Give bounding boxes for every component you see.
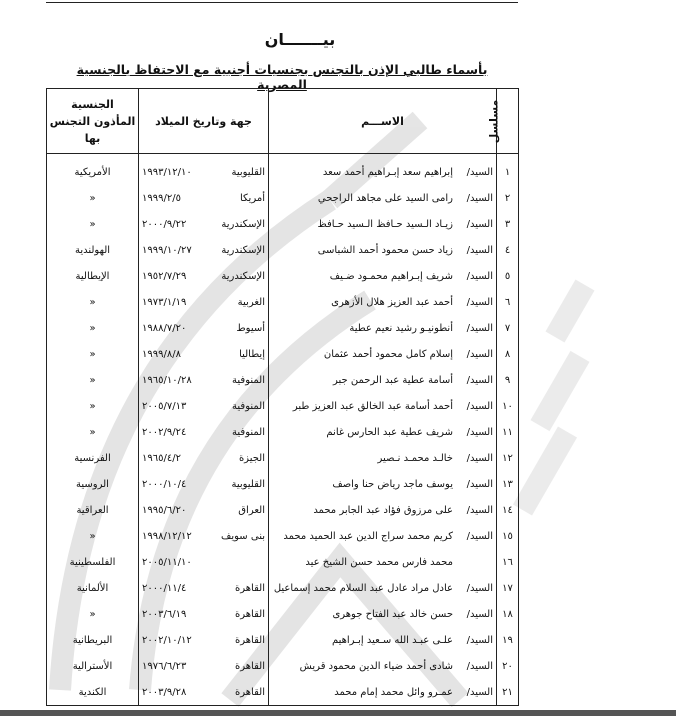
row-name: زيـاد الـسيد حـافظ الـسيد حـافظ [317,218,453,230]
row-prefix: السيد/ [466,660,493,672]
row-name: أحمد أسامة عبد الخالق عبد العزيز طبر [292,400,453,412]
row-birth-cell [139,601,269,627]
row-name: زياد حسن محمود أحمد الشباسى [317,244,453,256]
row-name: خالـد محمـد نـصير [377,452,453,464]
row-birth-date: ١٩٨٨/٧/٢٠ [142,322,187,334]
row-nationality: « [47,523,139,549]
row-prefix: السيد/ [466,582,493,594]
row-birth-date: ١٩٦٥/١٠/٢٨ [142,374,192,386]
document-title: بيـــــــان [264,30,336,49]
row-number: ٢ [497,185,519,211]
document-subtitle: بأسماء طالبي الإذن بالتجنس بجنسيات أجنبية مع الاحتفاظ بالجنسية المصرية [76,62,488,92]
row-name-cell [269,575,497,601]
row-name: شريف عطية عبد الحارس غانم [326,426,453,438]
row-name-cell [269,185,497,211]
row-prefix: السيد/ [466,478,493,490]
row-number: ٥ [497,263,519,289]
row-prefix: السيد/ [466,400,493,412]
row-name-cell [269,393,497,419]
row-birth-cell [139,367,269,393]
row-birth-cell [139,471,269,497]
row-nationality: الروسية [47,471,139,497]
row-birth-date: ٢٠٠٠/٩/٢٢ [142,218,187,230]
row-birth-date: ١٩٩٨/١٢/١٢ [142,530,192,542]
row-nationality: « [47,601,139,627]
row-birth-date: ١٩٩٩/٢/٥ [142,192,181,204]
table-row [47,497,519,523]
row-nationality: الأسترالية [47,653,139,679]
row-name-cell [269,154,497,186]
row-birth-place: الجيزة [238,452,265,464]
row-nationality: « [47,393,139,419]
row-number: ١٧ [497,575,519,601]
row-number: ١٦ [497,549,519,575]
row-number: ٧ [497,315,519,341]
table-row [47,154,519,186]
row-nationality: الهولندية [47,237,139,263]
row-name: شادى أحمد ضياء الدين محمود قريش [299,660,453,672]
row-prefix: السيد/ [466,218,493,230]
table-row [47,185,519,211]
row-name-cell [269,601,497,627]
row-name: علـى عبـد الله سـعيد إبـراهيم [331,634,453,646]
row-name: إبراهيم سعد إبـراهيم أحمد سعد [322,166,453,178]
row-nationality: « [47,211,139,237]
table-header-row [47,89,519,154]
row-birth-cell [139,185,269,211]
table-row [47,653,519,679]
row-birth-place: أسيوط [236,322,265,334]
row-birth-date: ٢٠٠٠/١١/٤ [142,582,187,594]
row-birth-place: القاهرة [235,660,265,672]
table-row [47,393,519,419]
row-name-cell [269,289,497,315]
row-number: ١٠ [497,393,519,419]
row-birth-place: العراق [238,504,265,516]
table-row [47,211,519,237]
row-name-cell [269,315,497,341]
table-row [47,549,519,575]
row-number: ١٨ [497,601,519,627]
row-name: إسلام كامل محمود أحمد عثمان [323,348,453,360]
row-birth-cell [139,575,269,601]
row-number: ١١ [497,419,519,445]
table-row [47,445,519,471]
row-birth-date: ١٩٩٩/٨/٨ [142,348,181,360]
row-birth-place: المنوفية [232,374,265,386]
row-birth-cell [139,497,269,523]
row-prefix: السيد/ [466,270,493,282]
row-number: ٢٠ [497,653,519,679]
table-body [47,154,519,706]
table-row [47,419,519,445]
row-birth-place: الإسكندرية [221,270,265,282]
row-name: شريف إبـراهيم محمـود ضـيف [329,270,453,282]
row-nationality: الفرنسية [47,445,139,471]
header-nationality: الجنسية المأذون التجنس بها [47,89,139,154]
top-rule [46,2,518,3]
row-name-cell [269,679,497,706]
row-birth-date: ٢٠٠٢/٩/٢٤ [142,426,187,438]
row-name: على مرزوق فؤاد عبد الجابر محمد [313,504,453,516]
row-birth-cell [139,627,269,653]
row-birth-place: الإسكندرية [221,244,265,256]
row-name-cell [269,497,497,523]
row-birth-cell [139,341,269,367]
row-nationality: الأمريكية [47,154,139,186]
table-row [47,237,519,263]
row-name-cell [269,237,497,263]
row-prefix: السيد/ [466,634,493,646]
row-birth-cell [139,653,269,679]
row-birth-cell [139,679,269,706]
table-row [47,315,519,341]
row-nationality: الإيطالية [47,263,139,289]
row-birth-cell [139,549,269,575]
row-number: ٣ [497,211,519,237]
row-prefix: السيد/ [466,296,493,308]
row-prefix: السيد/ [466,426,493,438]
row-name: أسامة عطية عبد الرحمن جبر [332,374,453,386]
table-row [47,367,519,393]
row-birth-date: ١٩٥٢/٧/٢٩ [142,270,187,282]
row-birth-date: ٢٠٠٠/١٠/٤ [142,478,187,490]
table-row [47,627,519,653]
row-birth-cell [139,315,269,341]
header-name: الاســـم [269,89,497,154]
row-name-cell [269,471,497,497]
row-prefix: السيد/ [466,166,493,178]
row-name-cell [269,341,497,367]
row-birth-date: ١٩٦٥/٤/٢ [142,452,181,464]
row-birth-place: القاهرة [235,582,265,594]
row-name-cell [269,549,497,575]
row-name-cell [269,367,497,393]
row-birth-cell [139,211,269,237]
table-row [47,679,519,706]
row-birth-place: الغربية [237,296,265,308]
row-birth-place: المنوفية [232,400,265,412]
row-prefix: السيد/ [466,608,493,620]
row-name-cell [269,653,497,679]
row-name: حسن خالد عبد الفتاح جوهرى [332,608,453,620]
row-nationality: « [47,341,139,367]
row-number: ١٩ [497,627,519,653]
row-nationality: العراقية [47,497,139,523]
row-birth-place: القاهرة [235,634,265,646]
row-birth-place: إيطاليا [239,348,265,360]
row-name: عادل مراد عادل عبد السلام محمد إسماعيل [273,582,453,594]
row-name-cell [269,627,497,653]
table-row [47,263,519,289]
row-birth-cell [139,419,269,445]
row-birth-cell [139,523,269,549]
row-birth-date: ٢٠٠٢/١٠/١٢ [142,634,192,646]
row-nationality: الألمانية [47,575,139,601]
row-birth-date: ١٩٩٥/٦/٢٠ [142,504,187,516]
row-birth-place: بنى سويف [221,530,265,542]
row-name-cell [269,445,497,471]
row-name: كريم محمد سراج الدين عبد الحميد محمد [283,530,453,542]
row-number: ١٥ [497,523,519,549]
row-birth-place: القليوبية [231,166,265,178]
row-nationality: « [47,185,139,211]
row-prefix: السيد/ [466,322,493,334]
row-prefix: السيد/ [466,348,493,360]
table-row [47,523,519,549]
row-number: ٨ [497,341,519,367]
row-name: أنطونيـو رشيد نعيم عطية [349,322,453,334]
row-birth-cell [139,237,269,263]
row-birth-place: القاهرة [235,686,265,698]
naturalization-table [46,88,519,706]
row-number: ١ [497,154,519,186]
row-nationality: « [47,367,139,393]
row-name: عمـرو وائل محمد إمام محمد [334,686,453,698]
header-birth: جهة وتاريخ الميلاد [139,89,269,154]
header-serial: مسلسل [497,89,519,154]
row-prefix: السيد/ [466,504,493,516]
table-row [47,341,519,367]
row-prefix: السيد/ [466,374,493,386]
row-name-cell [269,419,497,445]
row-name-cell [269,523,497,549]
row-number: ١٤ [497,497,519,523]
row-birth-date: ١٩٧٦/٦/٢٣ [142,660,187,672]
table-row [47,575,519,601]
row-prefix: السيد/ [466,192,493,204]
row-name: أحمد عبد العزيز هلال الأزهرى [331,296,453,308]
row-number: ٦ [497,289,519,315]
row-birth-date: ٢٠٠٣/٩/٢٨ [142,686,187,698]
row-name: يوسف ماجد رياض حنا واصف [332,478,453,490]
row-birth-date: ١٩٩٣/١٢/١٠ [142,166,192,178]
row-birth-date: ٢٠٠٣/٦/١٩ [142,608,187,620]
row-prefix: السيد/ [466,452,493,464]
row-birth-date: ٢٠٠٥/١١/١٠ [142,556,192,568]
row-birth-place: القليوبية [231,478,265,490]
scrollbar[interactable] [0,710,676,716]
row-name: رامى السيد على مجاهد الراجحي [317,192,453,204]
row-name-cell [269,211,497,237]
row-nationality: الكندية [47,679,139,706]
row-nationality: « [47,315,139,341]
row-nationality: « [47,419,139,445]
table-row [47,601,519,627]
row-nationality: الفلسطينية [47,549,139,575]
row-birth-date: ١٩٧٣/١/١٩ [142,296,187,308]
row-birth-place: المنوفية [232,426,265,438]
row-number: ١٣ [497,471,519,497]
row-number: ٢١ [497,679,519,706]
row-number: ٤ [497,237,519,263]
row-prefix: السيد/ [466,686,493,698]
row-birth-cell [139,445,269,471]
row-number: ٩ [497,367,519,393]
row-birth-cell [139,393,269,419]
row-birth-place: أمريكا [239,192,265,204]
row-nationality: « [47,289,139,315]
row-name: محمد فارس محمد حسن الشيخ عيد [305,556,453,568]
table-row [47,471,519,497]
row-birth-place: الإسكندرية [221,218,265,230]
row-prefix: السيد/ [466,530,493,542]
table-row [47,289,519,315]
row-birth-place: القاهرة [235,608,265,620]
row-prefix: السيد/ [466,244,493,256]
row-birth-date: ١٩٩٩/١٠/٢٧ [142,244,192,256]
row-nationality: البريطانية [47,627,139,653]
row-name-cell [269,263,497,289]
row-number: ١٢ [497,445,519,471]
row-birth-cell [139,154,269,186]
row-birth-cell [139,289,269,315]
row-birth-date: ٢٠٠٥/٧/١٣ [142,400,187,412]
row-birth-cell [139,263,269,289]
